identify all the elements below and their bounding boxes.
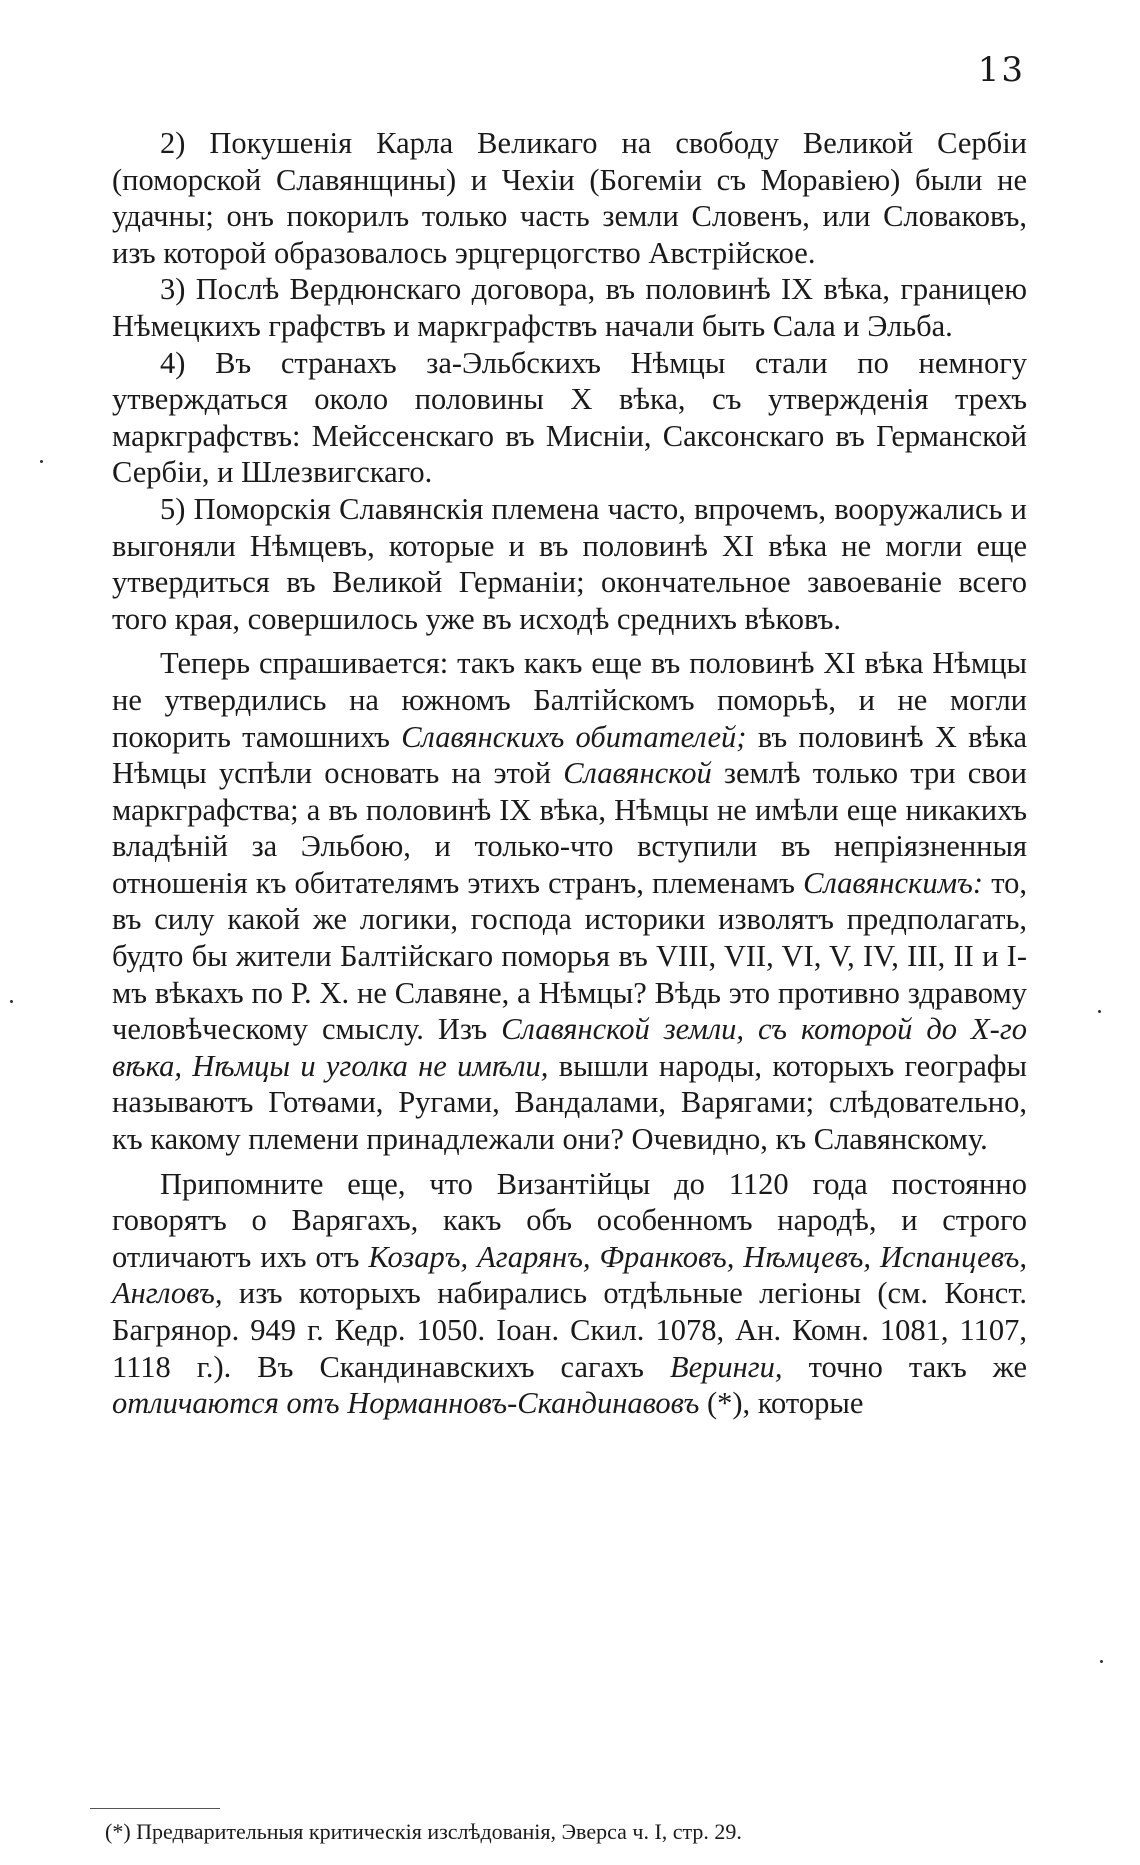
paragraph-text: изъ которыхъ набирались отдѣльные легіоны (см. Конст. Багрянор. 949 г. Кедр. 1050. Іоан. Скил. 1078, Ан. Комн. 1081, 1107, 1118 г.). Въ Скандинавскихъ сагахъ — [112, 1276, 1027, 1384]
paragraph-3 — [112, 345, 1027, 491]
paragraph-5 — [112, 645, 1027, 1157]
paragraph-text: Припомните еще, что Византійцы до 1120 года постоянно говорятъ о Варягахъ, какъ объ особенномъ народѣ, и строго отличаютъ ихъ отъ — [112, 1166, 1027, 1274]
italic-phrase: отличаются отъ Норманновъ-Скандинавовъ — [112, 1386, 700, 1421]
paragraph-text: вышли народы, которыхъ географы называютъ Готѳами, Ругами, Вандалами, Варягами; слѣдовательно, къ какому племени принадлежали они? Очевидно, къ Славянскому. — [112, 1048, 1027, 1157]
paragraph-text: Теперь спрашивается: такъ какъ еще въ половинѣ XI вѣка Нѣмцы не утвердились на южномъ Балтійскомъ поморьѣ, и не могли покорить тамошнихъ — [112, 646, 1027, 754]
print-speck — [10, 1000, 13, 1003]
paragraph-1 — [112, 125, 1027, 271]
footnote-divider — [90, 1808, 220, 1809]
italic-phrase: Славянскимъ: — [803, 865, 984, 900]
paragraph-6 — [112, 1166, 1027, 1422]
page-number: 13 — [977, 50, 1025, 90]
paragraph-text: 3) Послѣ Вердюнскаго договора, въ половинѣ IX вѣка, границею Нѣмецкихъ графствъ и маркграфствъ начали быть Сала и Эльба. — [112, 272, 1027, 343]
paragraph-4 — [112, 491, 1027, 637]
paragraph-text: 2) Покушенія Карла Великаго на свободу Великой Сербіи (поморской Славянщины) и Чехіи (Богеміи съ Моравіею) были не удачны; онъ покорилъ только часть земли Словенъ, или Словаковъ, изъ которой образовалось эрцгерцогство Австрійское. — [112, 126, 1027, 270]
footnote: (*) Предварительныя критическія изслѣдованія, Эверса ч. I, стр. 29. — [105, 1819, 742, 1844]
paragraph-text: землѣ только три свои маркграфства; а въ половинѣ IX вѣка, Нѣмцы не имѣли еще никакихъ владѣній за Эльбою, и только-что вступили въ непріязненныя отношенія къ обитателямъ этихъ странъ, племенамъ — [112, 756, 1028, 900]
body-text — [112, 125, 1027, 1422]
paragraph-text: въ половинѣ X вѣка Нѣмцы успѣли основать на этой — [112, 719, 1028, 791]
print-speck — [1098, 1010, 1101, 1013]
paragraph-text: 4) Въ странахъ за-Эльбскихъ Нѣмцы стали по немногу утверждаться около половины X вѣка, съ утвержденія трехъ маркграфствъ: Мейссенскаго въ Мисніи, Саксонскаго въ Германской Сербіи, и Шлезвигскаго. — [112, 345, 1027, 490]
italic-phrase: Козаръ, Агарянъ, Франковъ, Нѣмцевъ, Испанцевъ, Англовъ, — [112, 1239, 1027, 1311]
print-speck — [40, 460, 43, 463]
italic-phrase: Славянскихъ обитателей; — [401, 719, 747, 754]
italic-phrase: Славянской — [563, 756, 712, 791]
italic-phrase: Веринги, — [669, 1349, 783, 1384]
paragraph-text: точно такъ же — [782, 1349, 1027, 1384]
paragraph-text: то, въ силу какой же логики, господа историки изволятъ предполагать, будто бы жители Балтійскаго поморья въ VIII, VII, VI, V, IV, III, II и I-мъ вѣкахъ по Р. Х. не Славяне, а Нѣмцы? Вѣдь это противно здравому человѣческому смыслу. Изъ — [112, 865, 1027, 1047]
italic-phrase: Славянской земли, съ которой до X-го вѣка, Нѣмцы и уголка не имѣли, — [112, 1012, 1027, 1083]
paragraph-2 — [112, 271, 1027, 344]
paragraph-text: (*), которые — [699, 1386, 864, 1421]
print-speck — [1100, 1660, 1103, 1663]
paragraph-text: 5) Поморскія Славянскія племена часто, впрочемъ, вооружались и выгоняли Нѣмцевъ, которые и въ половинѣ XI вѣка не могли еще утвердиться въ Великой Германіи; окончательное завоеваніе всего того края, совершилось уже въ исходѣ среднихъ вѣковъ. — [112, 491, 1027, 636]
